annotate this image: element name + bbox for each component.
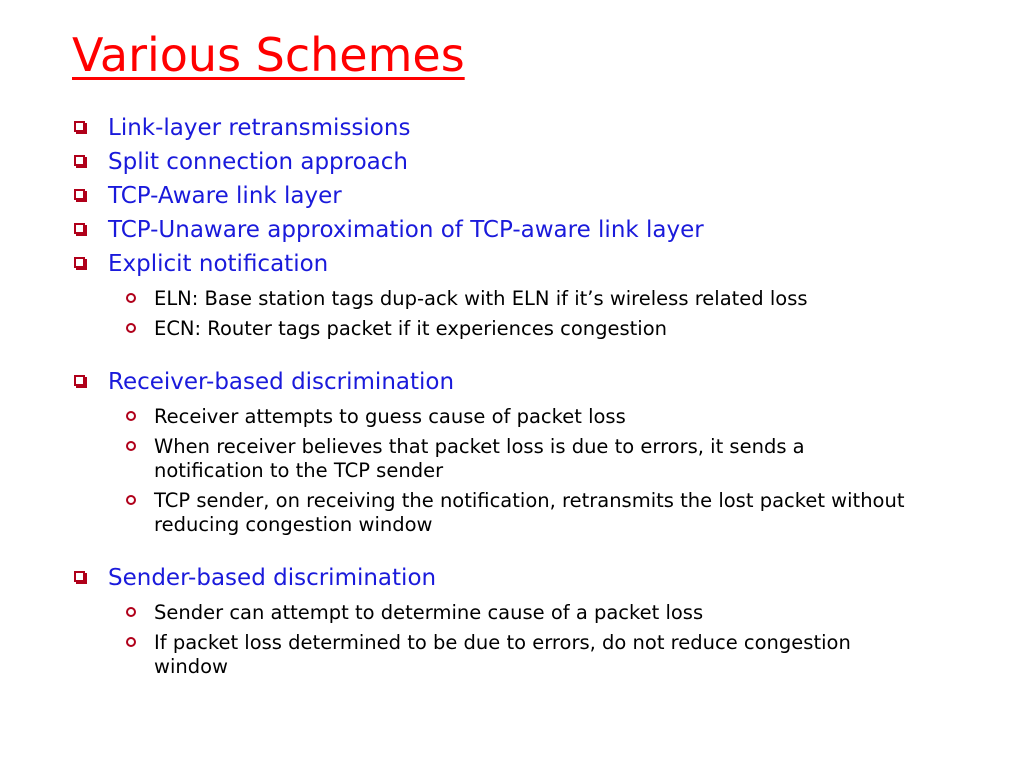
- bullet-label: Sender-based discrimination: [108, 565, 437, 591]
- bullet-item: [72, 247, 952, 281]
- square-bullet-icon: [74, 223, 85, 234]
- square-bullet-icon: [74, 257, 85, 268]
- bullet-item: [72, 213, 952, 247]
- square-bullet-icon: [74, 571, 85, 582]
- bullet-label: Link-layer retransmissions: [108, 115, 411, 141]
- sub-bullet-item: [122, 601, 914, 625]
- square-bullet-icon: [74, 155, 85, 166]
- bullet-list: [72, 111, 952, 679]
- bullet-label: Split connection approach: [108, 149, 408, 175]
- circle-bullet-icon: [126, 293, 136, 303]
- circle-bullet-icon: [126, 323, 136, 333]
- bullet-item: [72, 111, 952, 145]
- bullet-item: [72, 145, 952, 179]
- sub-bullet-item: [122, 317, 914, 341]
- sub-bullet-label: ELN: Base station tags dup-ack with ELN if it’s wireless related loss: [154, 287, 808, 310]
- bullet-item: [72, 365, 952, 399]
- bullet-item: [72, 179, 952, 213]
- bullet-label: TCP-Unaware approximation of TCP-aware link layer: [108, 217, 704, 243]
- sub-bullet-item: [122, 405, 914, 429]
- square-bullet-icon: [74, 375, 85, 386]
- slide-title: Various Schemes: [72, 28, 465, 82]
- bullet-label: TCP-Aware link layer: [108, 183, 342, 209]
- circle-bullet-icon: [126, 495, 136, 505]
- circle-bullet-icon: [126, 607, 136, 617]
- sub-bullet-label: ECN: Router tags packet if it experiences congestion: [154, 317, 668, 340]
- square-bullet-icon: [74, 189, 85, 200]
- sub-bullet-label: If packet loss determined to be due to errors, do not reduce congestion window: [154, 631, 851, 678]
- square-bullet-icon: [74, 121, 85, 132]
- bullet-label: Receiver-based discrimination: [108, 369, 455, 395]
- sub-bullet-item: [122, 631, 914, 679]
- circle-bullet-icon: [126, 441, 136, 451]
- sub-bullet-label: TCP sender, on receiving the notification, retransmits the lost packet without reducing congestion window: [154, 489, 905, 536]
- circle-bullet-icon: [126, 637, 136, 647]
- sub-bullet-label: When receiver believes that packet loss is due to errors, it sends a notification to the TCP sender: [154, 435, 805, 482]
- sub-bullet-label: Sender can attempt to determine cause of a packet loss: [154, 601, 704, 624]
- sub-bullet-label: Receiver attempts to guess cause of packet loss: [154, 405, 626, 428]
- bullet-label: Explicit notification: [108, 251, 329, 277]
- sub-bullet-item: [122, 435, 914, 483]
- bullet-item: [72, 561, 952, 595]
- sub-bullet-item: [122, 489, 914, 537]
- sub-bullet-item: [122, 287, 914, 311]
- circle-bullet-icon: [126, 411, 136, 421]
